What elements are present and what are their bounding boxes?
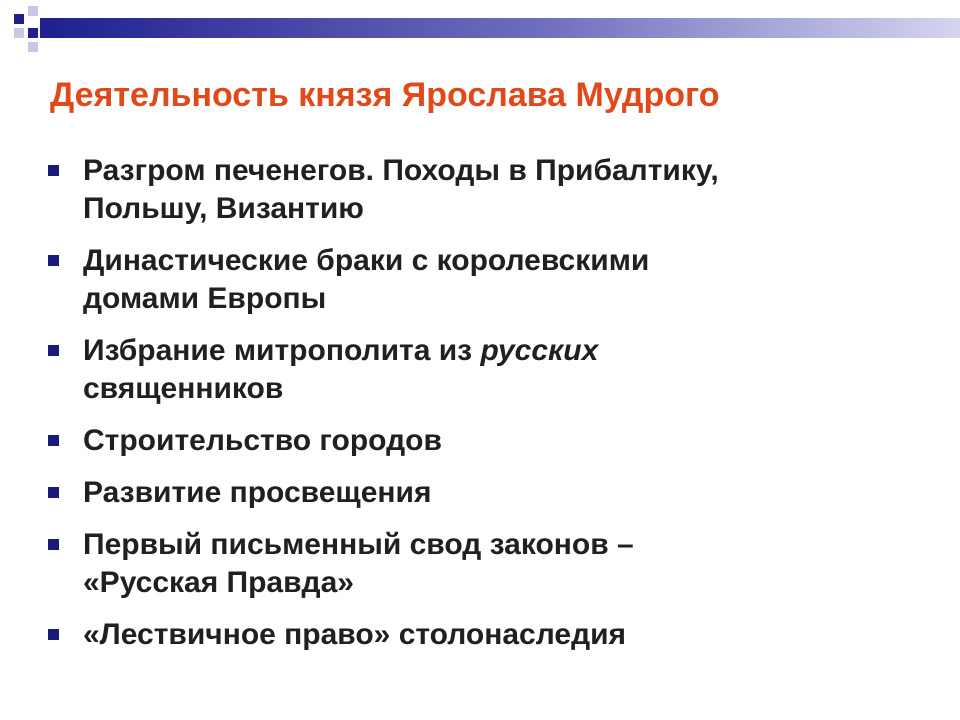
bullet-text-line1: Строительство городов — [83, 424, 442, 457]
bullet-text-line2: «Русская Правда» — [83, 566, 354, 599]
square-bullet-icon — [48, 435, 59, 446]
square-bullet-icon — [48, 345, 59, 356]
header-gradient-bar — [40, 18, 960, 38]
square-bullet-icon — [48, 539, 59, 550]
slide-title: Деятельность князя Ярослава Мудрого — [50, 76, 720, 114]
list-item — [48, 526, 928, 602]
square-bullet-icon — [48, 255, 59, 266]
bullet-text-line1: Первый письменный свод законов – — [83, 528, 634, 561]
list-item — [48, 332, 928, 408]
list-item — [48, 616, 928, 654]
decor-square-light — [28, 6, 38, 16]
bullet-text-line1: Избрание митрополита из — [83, 334, 481, 367]
list-item — [48, 242, 928, 318]
square-bullet-icon — [48, 629, 59, 640]
bullet-text-italic: русских — [480, 334, 599, 367]
decor-square-dark — [28, 28, 38, 38]
list-item — [48, 422, 928, 460]
bullet-text-line2: священников — [83, 372, 284, 405]
square-bullet-icon — [48, 165, 59, 176]
bullet-list — [48, 152, 928, 668]
bullet-text-line2: Польшу, Византию — [83, 192, 364, 225]
list-item — [48, 474, 928, 512]
bullet-text-line1: «Лествичное право» столонаследия — [83, 618, 627, 651]
bullet-text-line1: Разгром печенегов. Походы в Прибалтику, — [83, 154, 719, 187]
decor-square-light — [28, 42, 38, 52]
bullet-text-line1: Развитие просвещения — [83, 476, 432, 509]
bullet-text-line1: Династические браки с королевскими — [83, 244, 650, 277]
square-bullet-icon — [48, 487, 59, 498]
bullet-text-line2: домами Европы — [83, 282, 327, 315]
decor-square-light — [14, 28, 24, 38]
list-item — [48, 152, 928, 228]
decor-square-dark — [14, 14, 24, 24]
